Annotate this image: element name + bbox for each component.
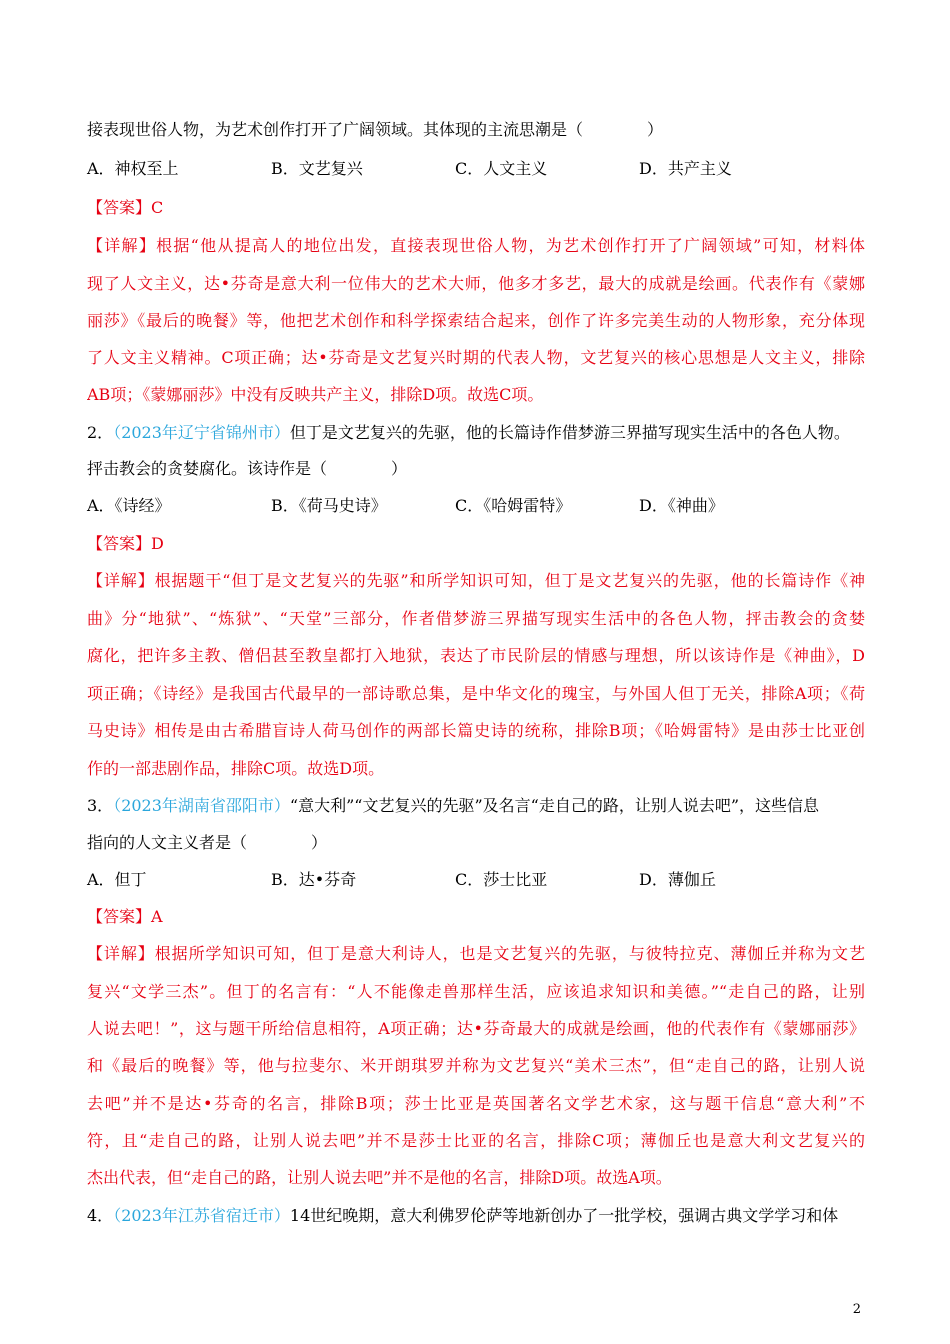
question-3-explanation-line: 符，且“走自己的路，让别人说去吧”并不是莎士比亚的名言，排除C项；薄伽丘也是意大利文艺复兴的 xyxy=(87,1131,865,1150)
question-2-option-d: D．《神曲》 xyxy=(639,496,724,515)
question-3-explanation-line: 复兴“文学三杰”。但丁的名言有：“人不能像走兽那样生活，应该追求知识和美德。”“走自己的路，让别 xyxy=(87,982,865,1001)
question-4-stem-text: 14世纪晚期，意大利佛罗伦萨等地新创办了一批学校，强调古典文学学习和体 xyxy=(289,1206,839,1225)
question-2-explanation-line: 马史诗》相传是由古希腊盲诗人荷马创作的两部长篇史诗的统称，排除B项；《哈姆雷特》是由莎士比亚创 xyxy=(87,721,865,740)
question-2-stem xyxy=(87,423,865,443)
question-3-answer: 【答案】A xyxy=(87,907,163,926)
question-1-options xyxy=(87,159,865,179)
question-3-options xyxy=(87,870,865,890)
question-2-source: （2023年辽宁省锦州市） xyxy=(113,423,290,442)
question-3-explanation-line: 杰出代表，但“走自己的路，让别人说去吧”并不是他的名言，排除D项。故选A项。 xyxy=(87,1168,672,1187)
question-1-stem-tail: 接表现世俗人物，为艺术创作打开了广阔领域。其体现的主流思潮是（ ） xyxy=(87,120,664,139)
question-2-option-c: C．《哈姆雷特》 xyxy=(455,496,572,515)
question-4-stem xyxy=(87,1206,865,1226)
question-1-explanation-line: 丽莎》《最后的晚餐》等，他把艺术创作和科学探索结合起来，创作了许多完美生动的人物形象，充分体现 xyxy=(87,311,865,330)
question-4-number: 4． xyxy=(87,1206,114,1225)
question-2-option-a: A．《诗经》 xyxy=(87,496,171,515)
question-3-option-d: D．薄伽丘 xyxy=(639,870,716,889)
question-3-option-b: B．达•芬奇 xyxy=(271,870,357,889)
question-3-option-a: A．但丁 xyxy=(87,870,147,889)
question-1-explanation-line: 【详解】根据“他从提高人的地位出发，直接表现世俗人物，为艺术创作打开了广阔领域”可知，材料体 xyxy=(87,236,865,255)
question-1-option-c: C．人文主义 xyxy=(455,159,548,178)
question-3-explanation-line: 【详解】根据所学知识可知，但丁是意大利诗人，也是文艺复兴的先驱，与彼特拉克、薄伽丘并称为文艺 xyxy=(87,944,865,963)
question-2-stem-line-2: 抨击教会的贪婪腐化。该诗作是（ ） xyxy=(87,459,408,478)
question-4-source: （2023年江苏省宿迁市） xyxy=(113,1206,290,1225)
question-2-answer: 【答案】D xyxy=(87,534,164,553)
question-1-explanation-line: 了人文主义精神。C项正确；达•芬奇是文艺复兴时期的代表人物，文艺复兴的核心思想是人文主义，排除 xyxy=(87,348,865,367)
question-3-number: 3． xyxy=(87,796,114,815)
page-number: 2 xyxy=(852,1302,861,1317)
question-2-option-b: B．《荷马史诗》 xyxy=(271,496,387,515)
question-2-explanation-line: 曲》分“地狱”、“炼狱”、“天堂”三部分，作者借梦游三界描写现实生活中的各色人物，抨击教会的贪婪 xyxy=(87,609,865,628)
question-2-options xyxy=(87,496,865,516)
question-2-explanation-line: 腐化，把许多主教、僧侣甚至教皇都打入地狱，表达了市民阶层的情感与理想，所以该诗作是《神曲》，D xyxy=(87,646,865,665)
question-2-number: 2． xyxy=(87,423,114,442)
question-3-explanation-line: 人说去吧！”，这与题干所给信息相符，A项正确；达•芬奇最大的成就是绘画，他的代表作有《蒙娜丽莎》 xyxy=(87,1019,865,1038)
question-1-option-d: D．共产主义 xyxy=(639,159,732,178)
question-2-explanation-line: 【详解】根据题干“但丁是文艺复兴的先驱”和所学知识可知，但丁是文艺复兴的先驱，他的长篇诗作《神 xyxy=(87,571,865,590)
question-3-source: （2023年湖南省邵阳市） xyxy=(113,796,290,815)
question-3-explanation-line: 去吧”并不是达•芬奇的名言，排除B项；莎士比亚是英国著名文学艺术家，这与题干信息“意大利”不 xyxy=(87,1094,865,1113)
question-3-stem-text: “意大利”“文艺复兴的先驱”及名言“走自己的路，让别人说去吧”，这些信息 xyxy=(289,796,820,815)
question-2-stem-text: 但丁是文艺复兴的先驱，他的长篇诗作借梦游三界描写现实生活中的各色人物。 xyxy=(289,423,850,442)
question-3-explanation-line: 和《最后的晚餐》等，他与拉斐尔、米开朗琪罗并称为文艺复兴“美术三杰”，但“走自己的路，让别人说 xyxy=(87,1056,865,1075)
question-1-option-b: B．文艺复兴 xyxy=(271,159,363,178)
question-1-option-a: A．神权至上 xyxy=(87,159,179,178)
question-1-answer: 【答案】C xyxy=(87,198,164,217)
question-1-explanation-line: 现了人文主义，达•芬奇是意大利一位伟大的艺术大师，他多才多艺，最大的成就是绘画。代表作有《蒙娜 xyxy=(87,274,865,293)
question-3-stem-line-2: 指向的人文主义者是（ ） xyxy=(87,833,328,852)
question-3-option-c: C．莎士比亚 xyxy=(455,870,548,889)
question-1-explanation-line: AB项；《蒙娜丽莎》中没有反映共产主义，排除D项。故选C项。 xyxy=(87,385,544,404)
question-2-explanation-line: 项正确；《诗经》是我国古代最早的一部诗歌总集，是中华文化的瑰宝，与外国人但丁无关，排除A项；《荷 xyxy=(87,684,865,703)
question-3-stem xyxy=(87,796,865,816)
question-2-explanation-line: 作的一部悲剧作品，排除C项。故选D项。 xyxy=(87,759,385,778)
